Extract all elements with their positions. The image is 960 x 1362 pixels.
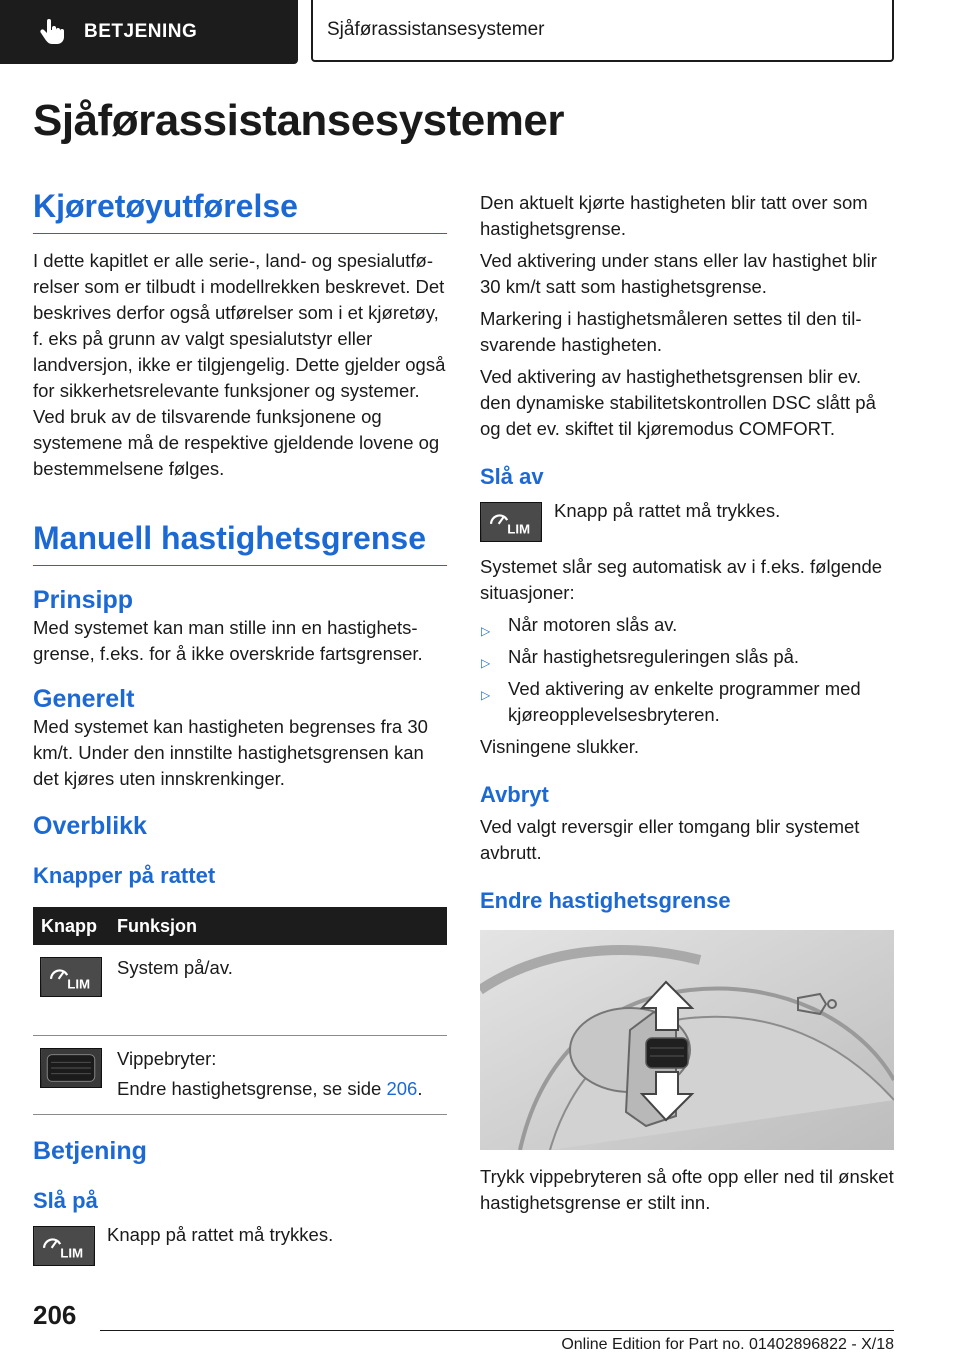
off-instruction <box>480 502 894 542</box>
bullet-triangle-icon: ▷ <box>481 688 491 702</box>
bullet-triangle-icon: ▷ <box>481 656 491 670</box>
on-heading: Slå på <box>33 1188 98 1213</box>
svg-text:LIM: LIM <box>507 521 531 537</box>
row1-function: System på/av. <box>117 957 233 978</box>
operation-heading: Betjening <box>33 1137 147 1165</box>
table-row <box>33 945 447 1036</box>
list-item: ▷ Når hastighetsreguleringen slås på. <box>480 644 894 670</box>
vehicle-heading: Kjøretøyutførelse <box>33 188 447 234</box>
off-heading: Slå av <box>480 464 544 489</box>
change-heading: Endre hastighetsgrense <box>480 888 731 913</box>
cancel-text: Ved valgt reversgir eller tomgang blir systemet avbrutt. <box>480 816 860 863</box>
off-text: Knapp på rattet må trykkes. <box>554 500 781 521</box>
table-row <box>33 1036 447 1115</box>
table-col-button: Knapp <box>41 915 97 936</box>
general-heading: Generelt <box>33 685 135 713</box>
row2-line1: Vippebryter: <box>117 1048 217 1069</box>
right-column <box>480 190 894 1216</box>
header-section-tab <box>0 0 298 64</box>
lim-button-icon <box>33 1226 95 1266</box>
right-paragraph-2: Ved aktivering under stans eller lav hastighet blir 30 km/t satt som hastighetsgrense. <box>480 250 877 297</box>
page-title: Sjåførassistansesystemer <box>33 96 564 145</box>
header-section-label: BETJENING <box>84 21 198 42</box>
steering-wheel-image <box>480 930 894 1150</box>
footer-divider <box>100 1330 894 1331</box>
manual-limit-heading: Manuell hastighetsgrense <box>33 520 447 566</box>
right-paragraph-4: Ved aktivering av hastighethetsgrensen blir ev. den dynamiske stabilitetskontrollen DSC slått på og det ev. skiftet til kjøremodus COMFORT. <box>480 366 876 439</box>
header-chapter-label: Sjåførassistansesystemer <box>327 19 545 40</box>
left-column <box>33 188 447 1266</box>
svg-text:LIM: LIM <box>60 1245 84 1261</box>
cancel-heading: Avbryt <box>480 782 549 807</box>
table-col-function: Funksjon <box>117 915 197 936</box>
table-header <box>33 907 447 945</box>
off-situations: Systemet slår seg automatisk av i f.eks. følgende situasjoner: <box>480 556 883 603</box>
edition-text: Online Edition for Part no. 01402896822 - X/18 <box>561 1336 894 1353</box>
overview-heading: Overblikk <box>33 812 147 840</box>
list-item: ▷ Når motoren slås av. <box>480 612 894 638</box>
right-paragraph-3: Markering i hastighetsmåleren settes til den tilsvarende hastigheten. <box>480 308 862 355</box>
principle-heading: Prinsipp <box>33 586 134 614</box>
bullet-triangle-icon: ▷ <box>481 624 491 638</box>
vehicle-text: I dette kapitlet er alle serie-, land- og spesialutførelser som er tilbudt i modellrekken beskrevet. Det beskrives derfor også utførelser som i et kjøretøy, f. eks på grunn av valgt spesialutstyr eller landversjon, ikke er tilgjengelig. Dette gjelder også for sikkerhetsrelevante funksjoner og systemer. Ved bruk av de tilsvarende funksjonene og systemene må de respektive gjeldende lovene og bestemmelsene følges. <box>33 250 446 479</box>
hand-pointer-icon <box>38 18 66 46</box>
page-number: 206 <box>33 1300 77 1330</box>
row2-line2: Endre hastighetsgrense, se side 206. <box>117 1078 423 1099</box>
on-text: Knapp på rattet må trykkes. <box>107 1224 334 1245</box>
rocker-switch-icon <box>40 1048 102 1088</box>
buttons-heading: Knapper på rattet <box>33 863 216 888</box>
general-text: Med systemet kan hastigheten begrenses fra 30 km/t. Under den innstilte hastighetsgrensen kan det kjøres uten innskrenkinger. <box>33 716 428 789</box>
header-chapter-tab <box>311 0 894 62</box>
displays-off-text: Visningene slukker. <box>480 736 640 757</box>
list-item: ▷ Ved aktivering av enkelte programmer med kjøreopplevelsesbryteren. <box>481 678 861 725</box>
principle-text: Med systemet kan man stille inn en hastighetsgrense, f.eks. for å ikke overskride fartsgrenser. <box>33 617 423 664</box>
lim-button-icon <box>40 957 102 997</box>
lim-button-icon <box>480 502 542 542</box>
buttons-table <box>33 907 447 1115</box>
svg-text:LIM: LIM <box>67 976 91 992</box>
off-bullet-list <box>480 612 894 728</box>
page-link[interactable]: 206 <box>386 1078 418 1099</box>
right-paragraph-1: Den aktuelt kjørte hastigheten blir tatt over som hastighetsgrense. <box>480 192 868 239</box>
change-text: Trykk vippebryteren så ofte opp eller ned til ønsket hastighetsgrense er stilt inn. <box>480 1166 894 1213</box>
on-instruction <box>33 1226 447 1266</box>
